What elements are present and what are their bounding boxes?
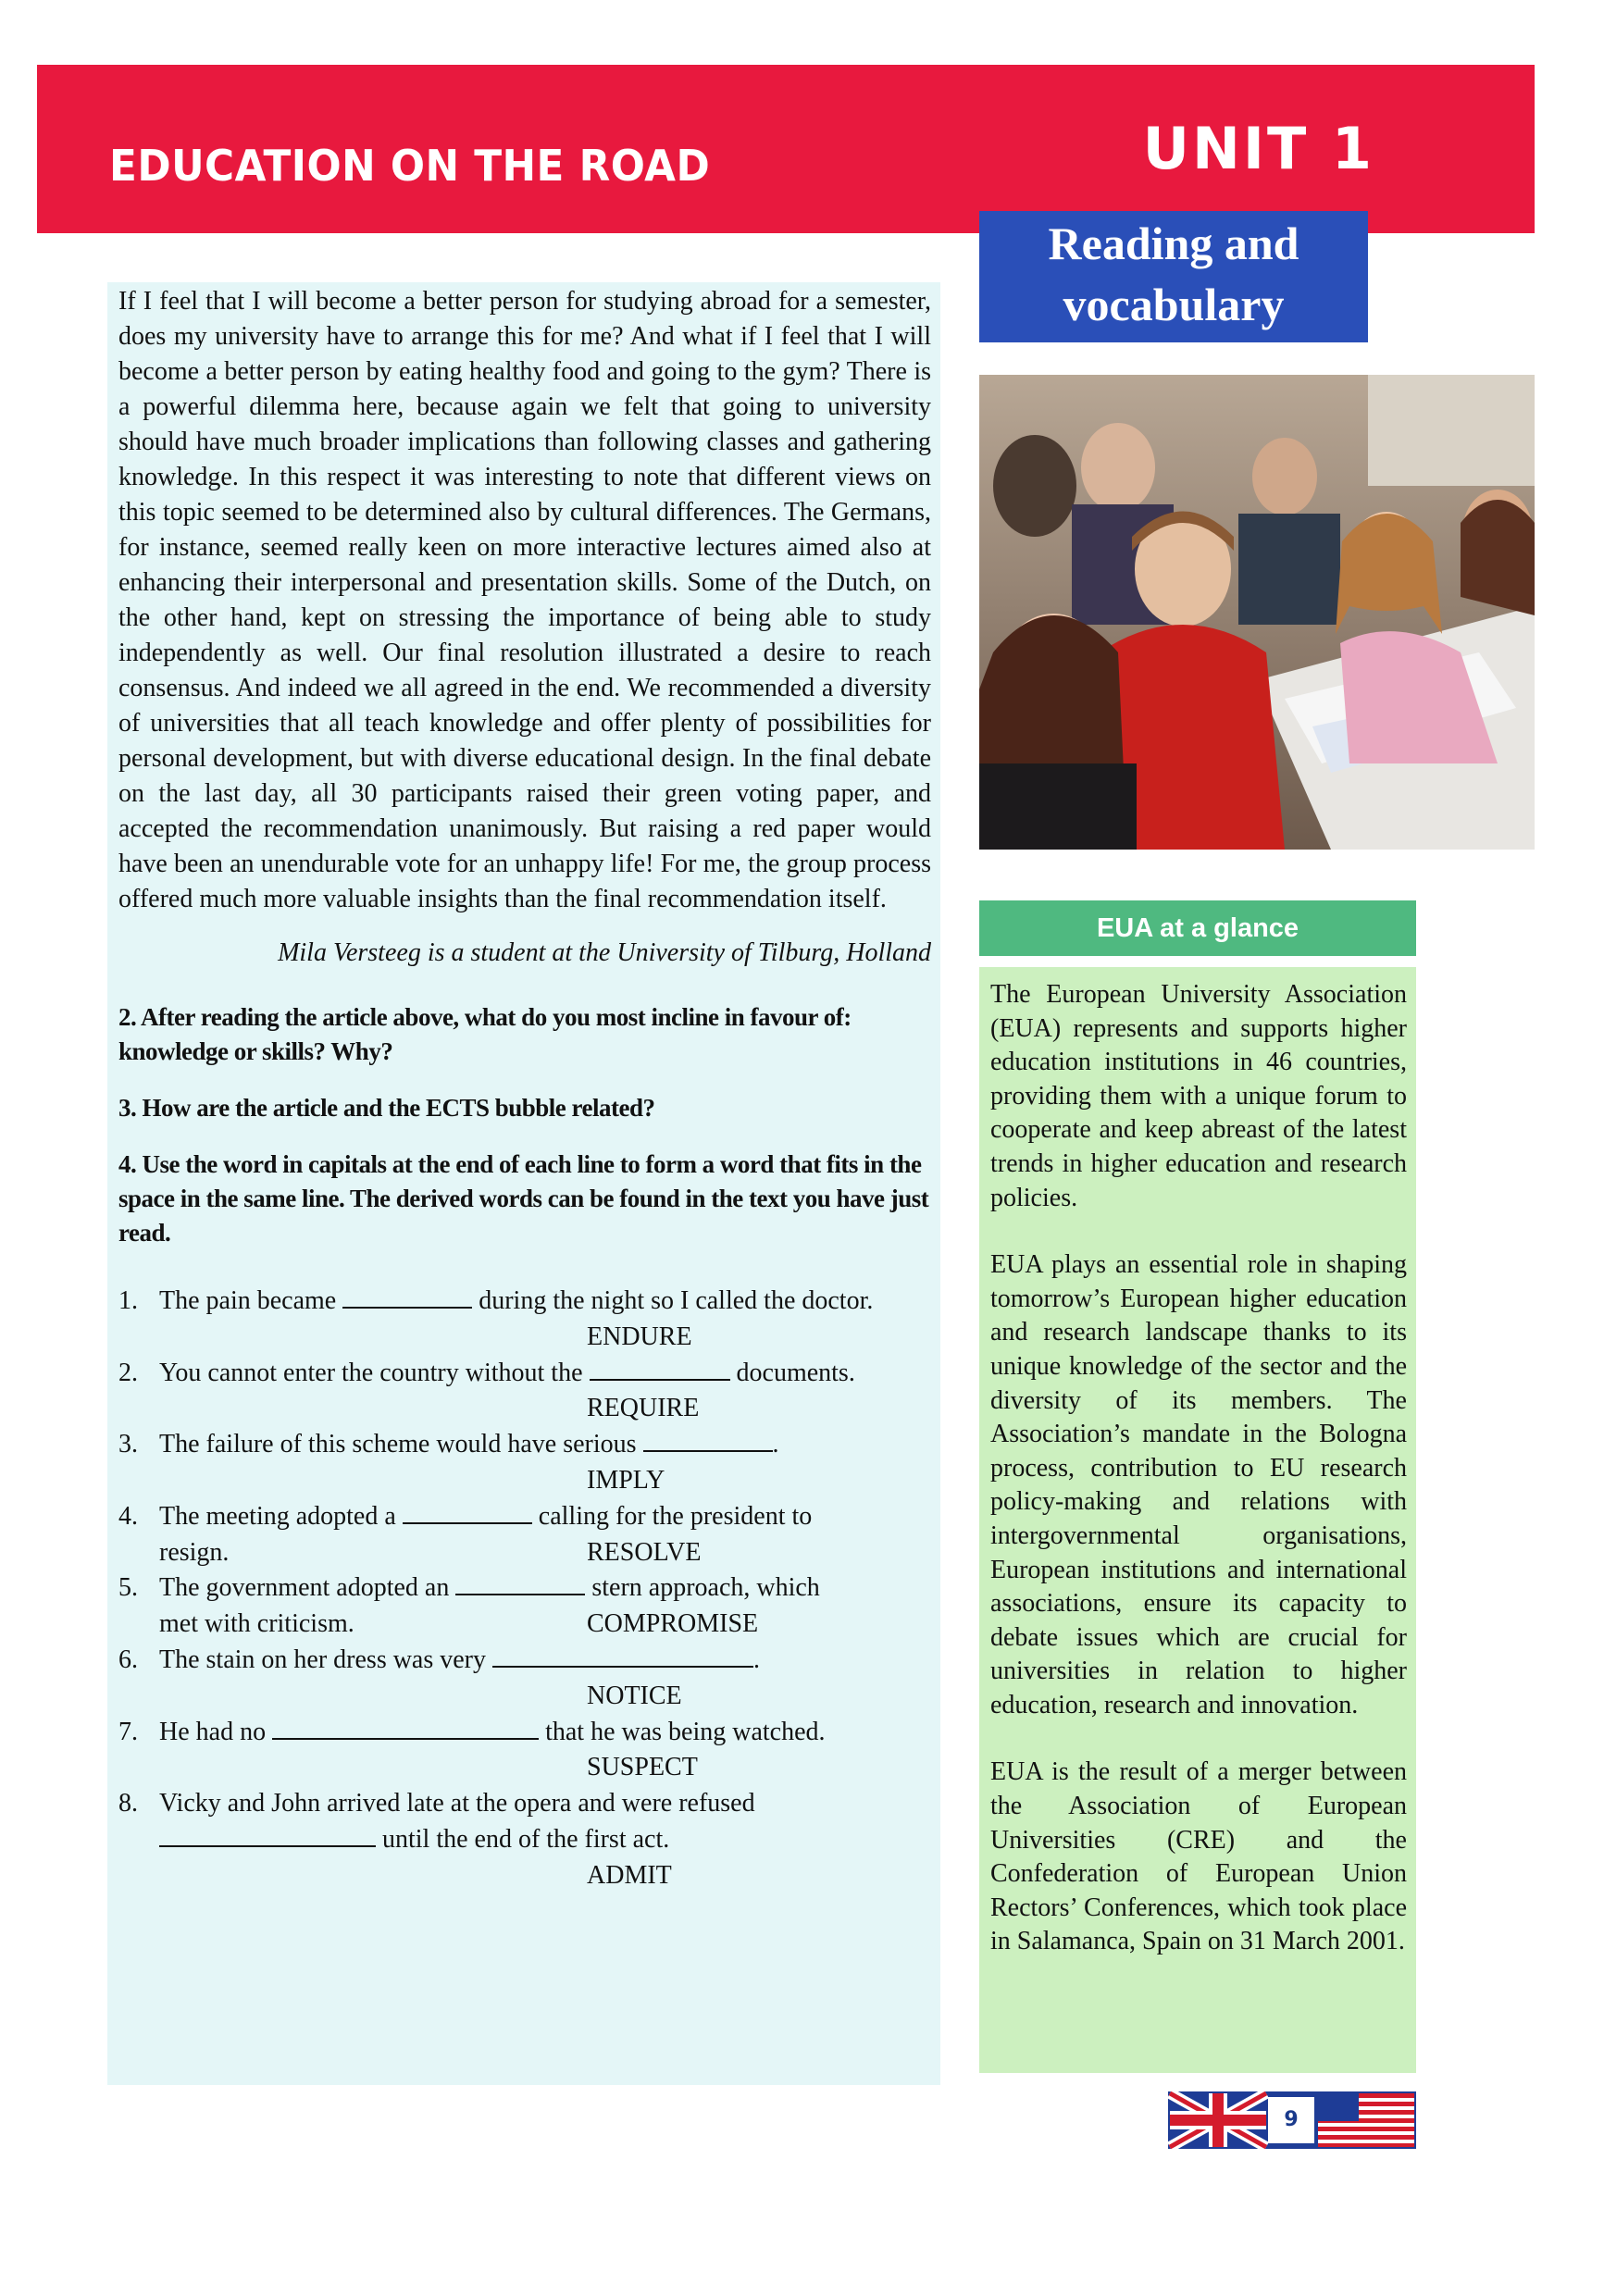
answer-blank[interactable] <box>455 1571 585 1595</box>
sidebar-paragraph: EUA plays an essential role in shaping tomorrow’s European higher education and research landscape thanks to its unique knowledge of the sector and the diversity of its members. The Association’s mandate in the Bologna process, contribution to EU research policy-making and relations with intergovernmental organisations, European institutions and international associations, ensure its capacity to debate issues which are crucial for universities in relation to higher education, research and innovation. <box>990 1250 1407 1719</box>
classroom-photo <box>979 375 1535 850</box>
uk-flag-icon <box>1170 2093 1266 2147</box>
page-number: 9 <box>1268 2097 1314 2143</box>
root-word: REQUIRE <box>587 1394 700 1423</box>
answer-blank[interactable] <box>590 1357 730 1381</box>
students-in-lecture-image <box>979 375 1535 850</box>
sentence-start: The meeting adopted a <box>159 1501 396 1531</box>
us-flag-icon <box>1318 2093 1414 2147</box>
article-panel <box>107 282 940 2085</box>
exercise-number: 3. <box>118 1430 138 1459</box>
root-word: COMPROMISE <box>587 1609 759 1639</box>
exercise-item-2 <box>118 1356 931 1428</box>
root-word: ADMIT <box>587 1860 672 1890</box>
page-title: EDUCATION ON THE ROAD <box>109 141 711 191</box>
exercise-number: 8. <box>118 1789 138 1818</box>
sentence-start: He had no <box>159 1717 267 1746</box>
page-footer <box>1168 2091 1416 2149</box>
root-word: IMPLY <box>587 1465 665 1495</box>
answer-blank[interactable] <box>492 1644 753 1668</box>
sentence-start: You cannot enter the country without the <box>159 1358 583 1387</box>
sentence-start: The failure of this scheme would have serious <box>159 1430 637 1459</box>
sentence-end: calling for the president to <box>538 1501 813 1531</box>
exercise-item-3 <box>118 1427 931 1499</box>
exercise-item-4 <box>118 1499 931 1571</box>
answer-blank[interactable] <box>403 1500 532 1524</box>
question-3: 3. How are the article and the ECTS bubble related? <box>118 1094 655 1122</box>
root-word: ENDURE <box>587 1322 692 1351</box>
section-label <box>979 211 1368 342</box>
sentence-end: that he was being watched. <box>545 1717 826 1746</box>
sidebar-paragraph: EUA is the result of a merger between the Association of European Universities (CRE) and the Confederation of European Union Rectors’ Conferences, which took place in Salamanca, Spain on 31 March 2001. <box>990 1757 1407 1956</box>
root-word: SUSPECT <box>587 1753 698 1782</box>
root-word: NOTICE <box>587 1681 682 1710</box>
answer-blank[interactable] <box>272 1716 539 1740</box>
exercise-number: 7. <box>118 1717 138 1746</box>
exercise-item-8 <box>118 1786 931 1893</box>
sentence-start: The pain became <box>159 1286 337 1315</box>
exercise-number: 6. <box>118 1644 138 1674</box>
answer-blank[interactable] <box>342 1285 472 1309</box>
answer-blank[interactable] <box>159 1823 376 1847</box>
article-author: Mila Versteeg is a student at the University of Tilburg, Holland <box>278 938 931 967</box>
question-2: 2. After reading the article above, what do you most incline in favour of: knowledge or skills? Why? <box>118 1003 852 1065</box>
sidebar-box <box>979 967 1416 2073</box>
article-body: If I feel that I will become a better person for studying abroad for a semester, does my university have to arrange this for me? And what if I feel that I will become a better person by eating healthy food and going to the gym? There is a powerful dilemma here, because again we felt that going to university should have much broader implications than following classes and gathering knowledge. In this respect it was interesting to note that different views on this topic seemed to be determined also by cultural differences. The Germans, for instance, seemed really keen on more interactive lectures aimed also at enhancing their interpersonal and presentation skills. Some of the Dutch, on the other hand, kept on stressing the importance of being able to study independently as well. Our final resolution illustrated a desire to reach consensus. And indeed we all agreed in the end. We recommended a diversity of universities that all teach knowledge and offer plenty of possibilities for personal development, but with diverse educational design. In the final debate on the last day, all 30 participants raised their green voting paper, and accepted the recommendation unanimously. But raising a red paper would have been an unendurable vote for an unhappy life! For me, the group process offered much more valuable insights than the final recommendation itself. <box>118 287 931 913</box>
sentence-end: documents. <box>736 1358 855 1387</box>
sentence-start: Vicky and John arrived late at the opera and were refused <box>159 1789 755 1818</box>
answer-blank[interactable] <box>643 1428 773 1452</box>
exercise-number: 5. <box>118 1573 138 1603</box>
exercise-number: 2. <box>118 1358 138 1387</box>
section-label-line-2: vocabulary <box>1063 279 1285 330</box>
section-label-line-1: Reading and <box>1048 217 1299 269</box>
unit-label: UNIT 1 <box>1142 115 1374 182</box>
exercise-number: 4. <box>118 1501 138 1531</box>
sentence-continuation: met with criticism. <box>159 1609 354 1639</box>
exercise-item-5 <box>118 1570 931 1643</box>
sentence-end: during the night so I called the doctor. <box>479 1286 874 1315</box>
sidebar-paragraph: The European University Association (EUA) represents and supports higher education institutions in 46 countries, providing them with a unique forum to cooperate and keep abreast of the latest trends in higher education and research policies. <box>990 980 1407 1212</box>
sentence-end: . <box>753 1644 761 1674</box>
sentence-start: The government adopted an <box>159 1573 450 1603</box>
sentence-continuation: resign. <box>159 1537 230 1567</box>
sidebar-header: EUA at a glance <box>979 900 1416 956</box>
sentence-start: The stain on her dress was very <box>159 1644 487 1674</box>
word-formation-exercise <box>118 1284 931 1894</box>
exercise-number: 1. <box>118 1286 138 1315</box>
exercise-item-7 <box>118 1715 931 1787</box>
sentence-end: . <box>772 1430 779 1459</box>
sentence-end: until the end of the first act. <box>382 1824 670 1854</box>
sentence-end: stern approach, which <box>591 1573 820 1603</box>
root-word: RESOLVE <box>587 1537 702 1567</box>
exercise-item-6 <box>118 1643 931 1715</box>
exercise-item-1 <box>118 1284 931 1356</box>
question-4: 4. Use the word in capitals at the end of each line to form a word that fits in the space in the same line. The derived words can be found in the text you have just read. <box>118 1150 929 1247</box>
